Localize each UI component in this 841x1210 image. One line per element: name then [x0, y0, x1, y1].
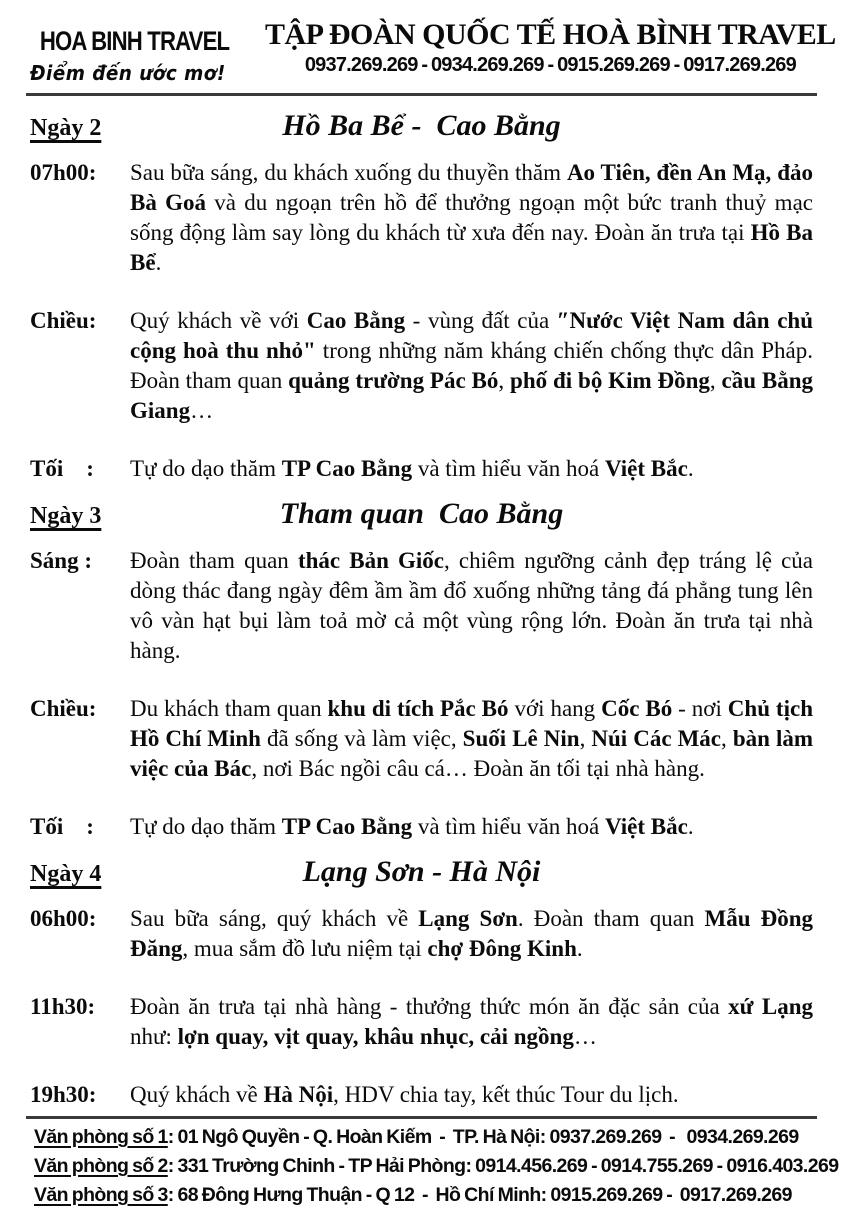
itinerary-entry: [30, 454, 813, 484]
header-phone-numbers: 0937.269.269 - 0934.269.269 - 0915.269.269 - 0917.269.269: [304, 54, 796, 76]
day-header: [30, 109, 813, 143]
office-address: : 331 Trường Chinh - TP Hải Phòng: 0914.456.269 - 0914.755.269 - 0916.403.269: [167, 1155, 839, 1177]
day-title: Hồ Ba Bể - Cao Bằng: [282, 109, 561, 142]
day-label: Ngày 4: [30, 861, 102, 887]
day-header: [30, 497, 813, 531]
itinerary-entry: [30, 812, 813, 842]
entry-text: Du khách tham quan khu di tích Pắc Bó với hang Cốc Bó - nơi Chủ tịch Hồ Chí Minh đã sống và làm việc, Suối Lê Nin, Núi Các Mác, bàn làm việc của Bác, nơi Bác ngồi câu cá… Đoàn ăn tối tại nhà hàng.: [130, 696, 813, 781]
entry-text: Quý khách về Hà Nội, HDV chia tay, kết thúc Tour du lịch.: [130, 1082, 679, 1107]
day-label: Ngày 3: [30, 503, 102, 529]
entry-text: Tự do dạo thăm TP Cao Bằng và tìm hiểu văn hoá Việt Bắc.: [130, 456, 694, 481]
entry-time-label: Tối :: [30, 814, 94, 839]
office-address: : 01 Ngô Quyền - Q. Hoàn Kiếm - TP. Hà Nội: 0937.269.269 - 0934.269.269: [167, 1126, 799, 1148]
itinerary-entry: [30, 694, 813, 784]
entry-time-label: 06h00:: [30, 906, 97, 931]
header-divider: [26, 93, 817, 96]
entry-text: Sau bữa sáng, du khách xuống du thuyền thăm Ao Tiên, đền An Mạ, đảo Bà Goá và du ngoạn trên hồ để thưởng ngoạn một bức tranh thuỷ mạc sống động làm say lòng du khách từ xưa đến nay. Đoàn ăn trưa tại Hồ Ba Bể.: [130, 160, 814, 275]
page-header: [30, 18, 836, 85]
entry-time-label: Chiều:: [30, 696, 97, 721]
office-label: Văn phòng số 2: [34, 1155, 168, 1177]
company-title: TẬP ĐOÀN QUỐC TẾ HOÀ BÌNH TRAVEL: [265, 18, 836, 51]
day-label: Ngày 2: [30, 115, 102, 141]
entry-text: Đoàn ăn trưa tại nhà hàng - thưởng thức món ăn đặc sản của xứ Lạng như: lợn quay, vịt quay, khâu nhục, cải ngồng…: [130, 994, 813, 1049]
entry-text: Quý khách về với Cao Bằng - vùng đất của ″Nước Việt Nam dân chủ cộng hoà thu nhỏ" trong những năm kháng chiến chống thực dân Pháp. Đoàn tham quan quảng trường Pác Bó, phố đi bộ Kim Đồng, cầu Bằng Giang…: [130, 308, 814, 423]
entry-text: Sau bữa sáng, quý khách về Lạng Sơn. Đoàn tham quan Mẫu Đồng Đăng, mua sắm đồ lưu niệm tại chợ Đông Kinh.: [130, 906, 814, 961]
day-section-4: [30, 855, 813, 1110]
entry-time-label: Chiều:: [30, 308, 97, 333]
day-title: Tham quan Cao Bằng: [279, 497, 564, 530]
office-line-3: [34, 1181, 813, 1210]
day-title: Lạng Sơn - Hà Nội: [302, 855, 541, 888]
itinerary-entry: [30, 1080, 813, 1110]
entry-text: Đoàn tham quan thác Bản Giốc, chiêm ngưỡng cảnh đẹp tráng lệ của dòng thác đang ngày đêm ầm ầm đổ xuống những tảng đá phẳng tung lên vô vàn hạt bụi làm toả mờ cả một vùng rộng lớn. Đoàn ăn trưa tại nhà hàng.: [130, 548, 814, 663]
office-line-1: [34, 1123, 813, 1152]
header-right: [265, 18, 836, 77]
day-section-3: [30, 497, 813, 842]
day-section-2: [30, 109, 813, 484]
entry-text: Tự do dạo thăm TP Cao Bằng và tìm hiểu văn hoá Việt Bắc.: [130, 814, 694, 839]
office-label: Văn phòng số 1: [34, 1126, 168, 1148]
itinerary-entry: [30, 904, 813, 964]
itinerary-entry: [30, 546, 813, 666]
office-line-2: [34, 1152, 839, 1181]
company-logo: [30, 18, 265, 85]
entry-time-label: 19h30:: [30, 1082, 97, 1107]
itinerary-entry: [30, 158, 813, 278]
entry-time-label: Tối :: [30, 456, 94, 481]
office-address: : 68 Đông Hưng Thuận - Q 12 - Hồ Chí Minh: 0915.269.269 - 0917.269.269: [167, 1184, 792, 1206]
entry-time-label: 07h00:: [30, 160, 97, 185]
day-header: [30, 855, 813, 889]
itinerary-entry: [30, 306, 813, 426]
itinerary-entry: [30, 992, 813, 1052]
entry-time-label: 11h30:: [30, 994, 96, 1019]
office-label: Văn phòng số 3: [34, 1184, 168, 1206]
logo-title: HOA BINH TRAVEL: [39, 26, 230, 56]
entry-time-label: Sáng :: [30, 548, 92, 573]
logo-tagline: Điểm đến ước mơ!: [30, 61, 226, 85]
page-footer: [30, 1119, 839, 1210]
